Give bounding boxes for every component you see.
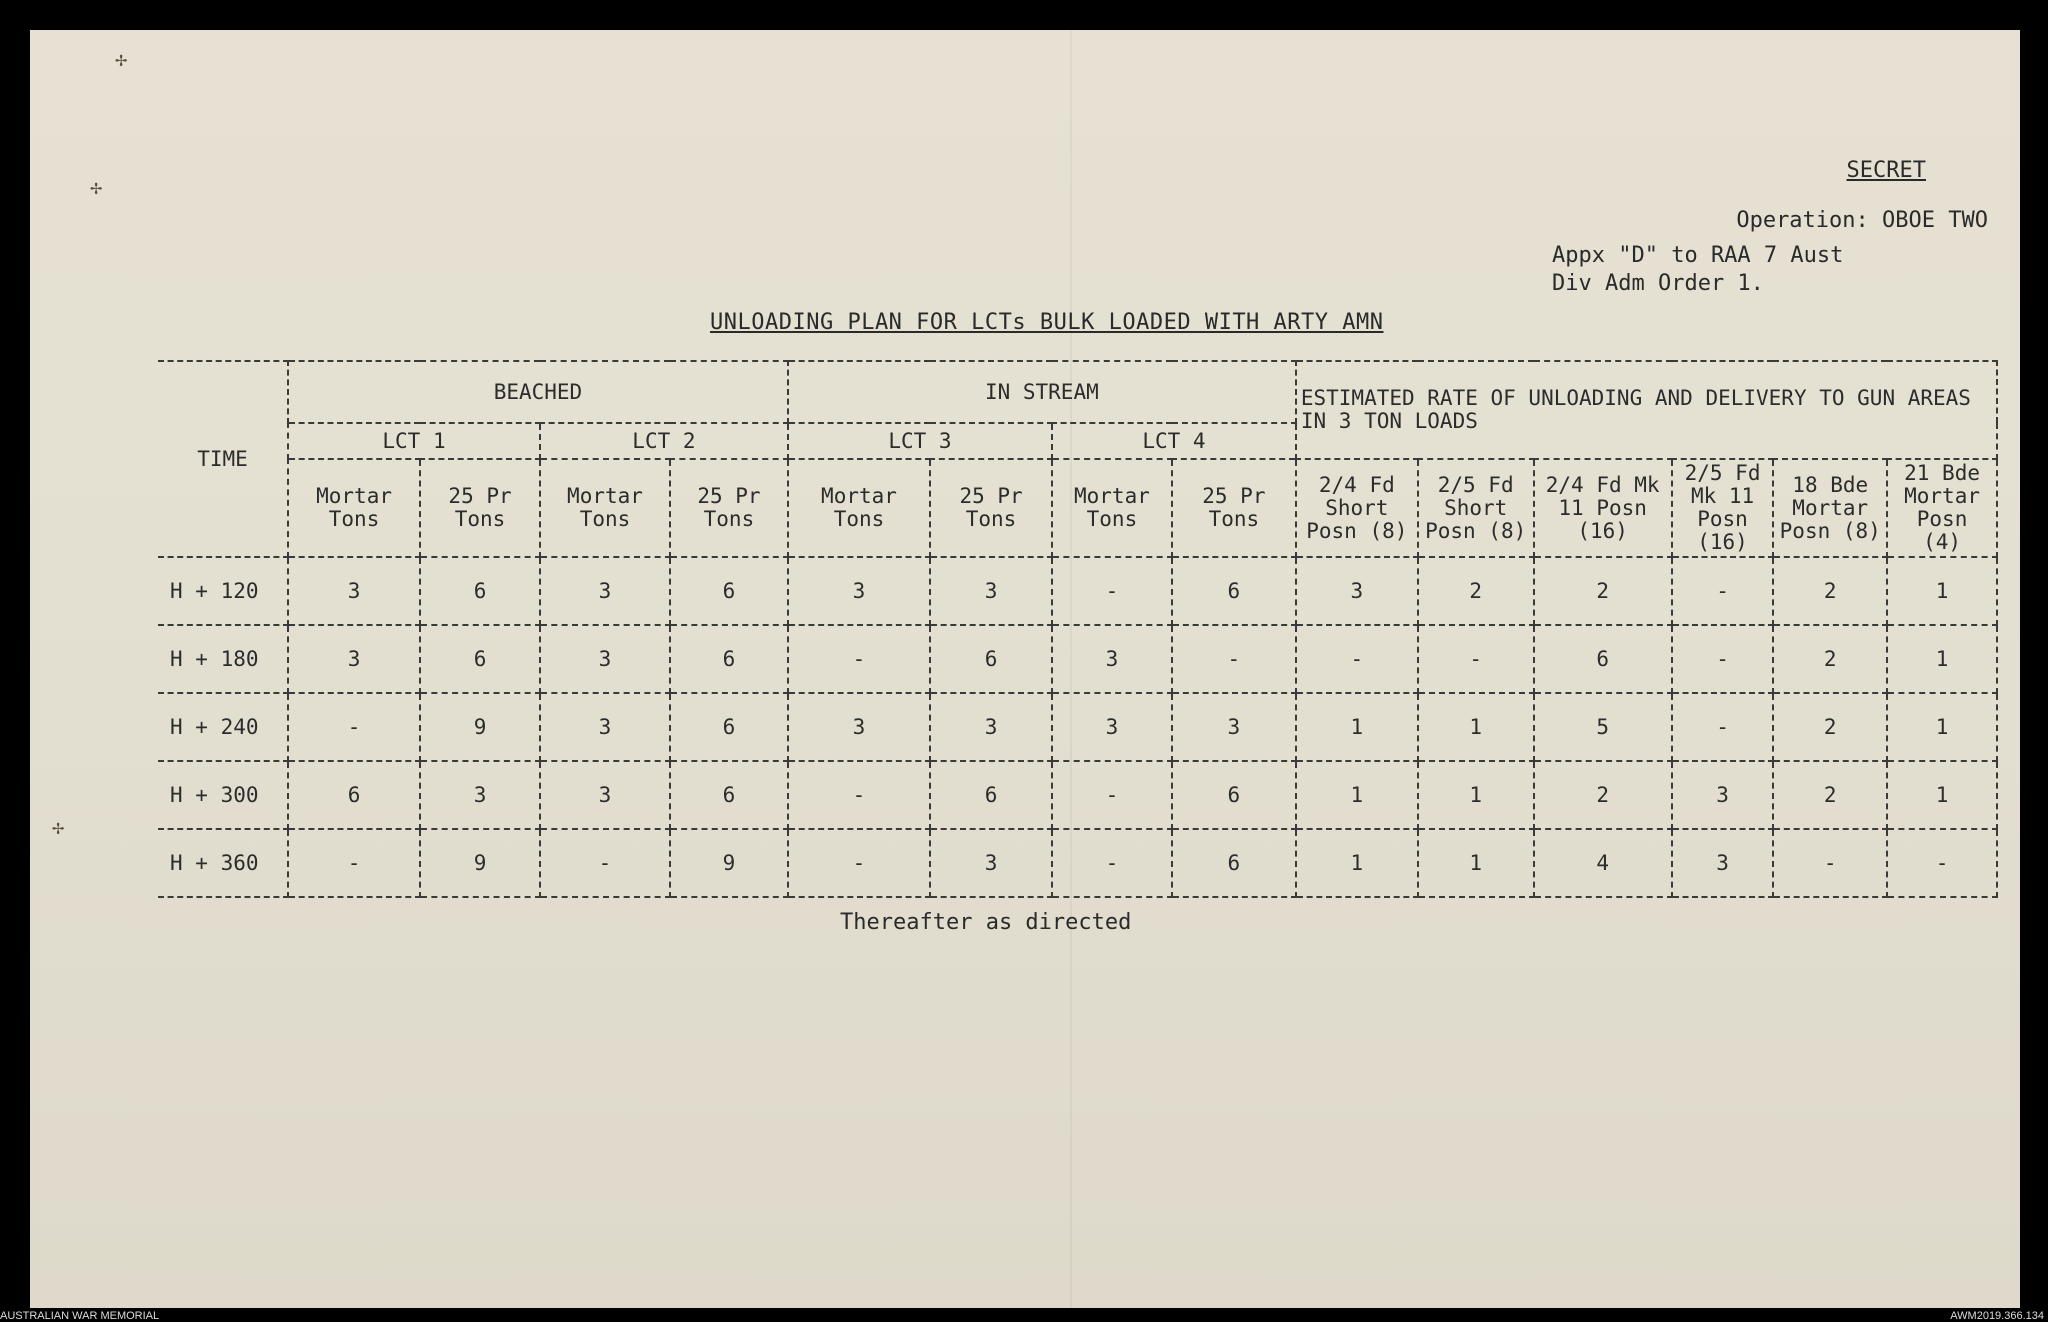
value-cell: 3 [930, 829, 1052, 897]
value-cell: 9 [670, 829, 788, 897]
value-cell: 2 [1773, 761, 1887, 829]
appendix-line-1: Appx "D" to RAA 7 Aust [1552, 243, 1844, 268]
value-cell: - [1172, 625, 1296, 693]
lct-3-header: LCT 3 [788, 423, 1052, 459]
value-cell: 3 [540, 761, 670, 829]
table-row [158, 625, 1997, 693]
time-cell: H + 120 [158, 557, 288, 625]
estimated-rate-header: ESTIMATED RATE OF UNLOADING AND DELIVERY TO GUN AREAS IN 3 TON LOADS [1296, 361, 1997, 459]
value-cell: 1 [1296, 829, 1418, 897]
value-cell: 3 [288, 557, 420, 625]
value-cell: 1 [1296, 693, 1418, 761]
value-cell: 2 [1773, 625, 1887, 693]
value-cell: 2 [1773, 693, 1887, 761]
archive-reference: AWM2019.366.134 [1950, 1310, 2044, 1322]
value-cell: 1 [1418, 693, 1534, 761]
gun-area-header: 2/4 Fd Mk 11 Posn (16) [1534, 459, 1672, 557]
value-cell: 1 [1887, 625, 1997, 693]
value-cell: 4 [1534, 829, 1672, 897]
value-cell: - [788, 829, 930, 897]
value-cell: 1 [1887, 761, 1997, 829]
in-stream-header: IN STREAM [788, 361, 1296, 423]
lct-2-header: LCT 2 [540, 423, 788, 459]
lct-1-mortar-header: Mortar Tons [288, 459, 420, 557]
value-cell: 3 [540, 625, 670, 693]
value-cell: 3 [420, 761, 540, 829]
value-cell: 3 [930, 557, 1052, 625]
value-cell: 6 [288, 761, 420, 829]
table-row [158, 693, 1997, 761]
value-cell: 6 [1172, 557, 1296, 625]
beached-header: BEACHED [288, 361, 788, 423]
value-cell: 2 [1534, 557, 1672, 625]
table-row [158, 557, 1997, 625]
archive-credit: AUSTRALIAN WAR MEMORIAL [0, 1310, 160, 1322]
gun-area-header: 18 Bde Mortar Posn (8) [1773, 459, 1887, 557]
punch-hole-mark: ✢ [115, 47, 128, 71]
value-cell: 3 [1172, 693, 1296, 761]
value-cell: 3 [1052, 693, 1172, 761]
value-cell: 2 [1534, 761, 1672, 829]
value-cell: 6 [670, 625, 788, 693]
value-cell: 6 [930, 761, 1052, 829]
value-cell: 2 [1773, 557, 1887, 625]
time-header: TIME [158, 361, 288, 557]
value-cell: 3 [788, 557, 930, 625]
value-cell: - [288, 693, 420, 761]
value-cell: - [288, 829, 420, 897]
lct-3-25pr-header: 25 Pr Tons [930, 459, 1052, 557]
lct-4-header: LCT 4 [1052, 423, 1296, 459]
operation-name: Operation: OBOE TWO [1736, 208, 1988, 233]
time-cell: H + 240 [158, 693, 288, 761]
gun-area-header: 2/4 Fd Short Posn (8) [1296, 459, 1418, 557]
appendix-reference [1552, 242, 1843, 298]
time-cell: H + 360 [158, 829, 288, 897]
document-page [30, 30, 2020, 1308]
lct-2-25pr-header: 25 Pr Tons [670, 459, 788, 557]
lct-1-header: LCT 1 [288, 423, 540, 459]
value-cell: 5 [1534, 693, 1672, 761]
value-cell: 3 [288, 625, 420, 693]
value-cell: - [1672, 625, 1774, 693]
lct-4-25pr-header: 25 Pr Tons [1172, 459, 1296, 557]
punch-hole-mark: ✢ [52, 815, 65, 839]
time-cell: H + 180 [158, 625, 288, 693]
value-cell: 6 [1172, 761, 1296, 829]
value-cell: 3 [540, 693, 670, 761]
value-cell: 3 [930, 693, 1052, 761]
unloading-plan-table [158, 360, 1998, 898]
value-cell: 6 [1534, 625, 1672, 693]
gun-area-header: 2/5 Fd Short Posn (8) [1418, 459, 1534, 557]
value-cell: 3 [1672, 829, 1774, 897]
value-cell: - [1418, 625, 1534, 693]
punch-hole-mark: ✢ [90, 175, 103, 199]
gun-area-header: 2/5 Fd Mk 11 Posn (16) [1672, 459, 1774, 557]
table-row [158, 761, 1997, 829]
value-cell: - [1052, 761, 1172, 829]
value-cell: 1 [1296, 761, 1418, 829]
value-cell: 3 [1296, 557, 1418, 625]
value-cell: - [788, 761, 930, 829]
value-cell: - [788, 625, 930, 693]
value-cell: 9 [420, 693, 540, 761]
value-cell: - [1672, 557, 1774, 625]
value-cell: 3 [1052, 625, 1172, 693]
value-cell: 3 [540, 557, 670, 625]
value-cell: - [1296, 625, 1418, 693]
table-row [158, 829, 1997, 897]
value-cell: 2 [1418, 557, 1534, 625]
value-cell: 9 [420, 829, 540, 897]
value-cell: - [540, 829, 670, 897]
value-cell: - [1052, 557, 1172, 625]
time-cell: H + 300 [158, 761, 288, 829]
value-cell: - [1672, 693, 1774, 761]
lct-1-25pr-header: 25 Pr Tons [420, 459, 540, 557]
appendix-line-2: Div Adm Order 1. [1552, 271, 1764, 296]
classification-label: SECRET [1846, 158, 1926, 183]
lct-2-mortar-header: Mortar Tons [540, 459, 670, 557]
value-cell: 3 [1672, 761, 1774, 829]
value-cell: 3 [788, 693, 930, 761]
value-cell: - [1887, 829, 1997, 897]
value-cell: 6 [930, 625, 1052, 693]
value-cell: 1 [1887, 557, 1997, 625]
value-cell: - [1773, 829, 1887, 897]
value-cell: 1 [1418, 829, 1534, 897]
value-cell: 6 [670, 693, 788, 761]
value-cell: 6 [1172, 829, 1296, 897]
gun-area-header: 21 Bde Mortar Posn (4) [1887, 459, 1997, 557]
value-cell: 6 [420, 557, 540, 625]
thereafter-note: Thereafter as directed [840, 910, 1132, 935]
value-cell: 1 [1887, 693, 1997, 761]
value-cell: 6 [420, 625, 540, 693]
value-cell: - [1052, 829, 1172, 897]
document-title: UNLOADING PLAN FOR LCTs BULK LOADED WITH ARTY AMN [710, 310, 1384, 335]
lct-4-mortar-header: Mortar Tons [1052, 459, 1172, 557]
value-cell: 6 [670, 557, 788, 625]
value-cell: 6 [670, 761, 788, 829]
lct-3-mortar-header: Mortar Tons [788, 459, 930, 557]
value-cell: 1 [1418, 761, 1534, 829]
